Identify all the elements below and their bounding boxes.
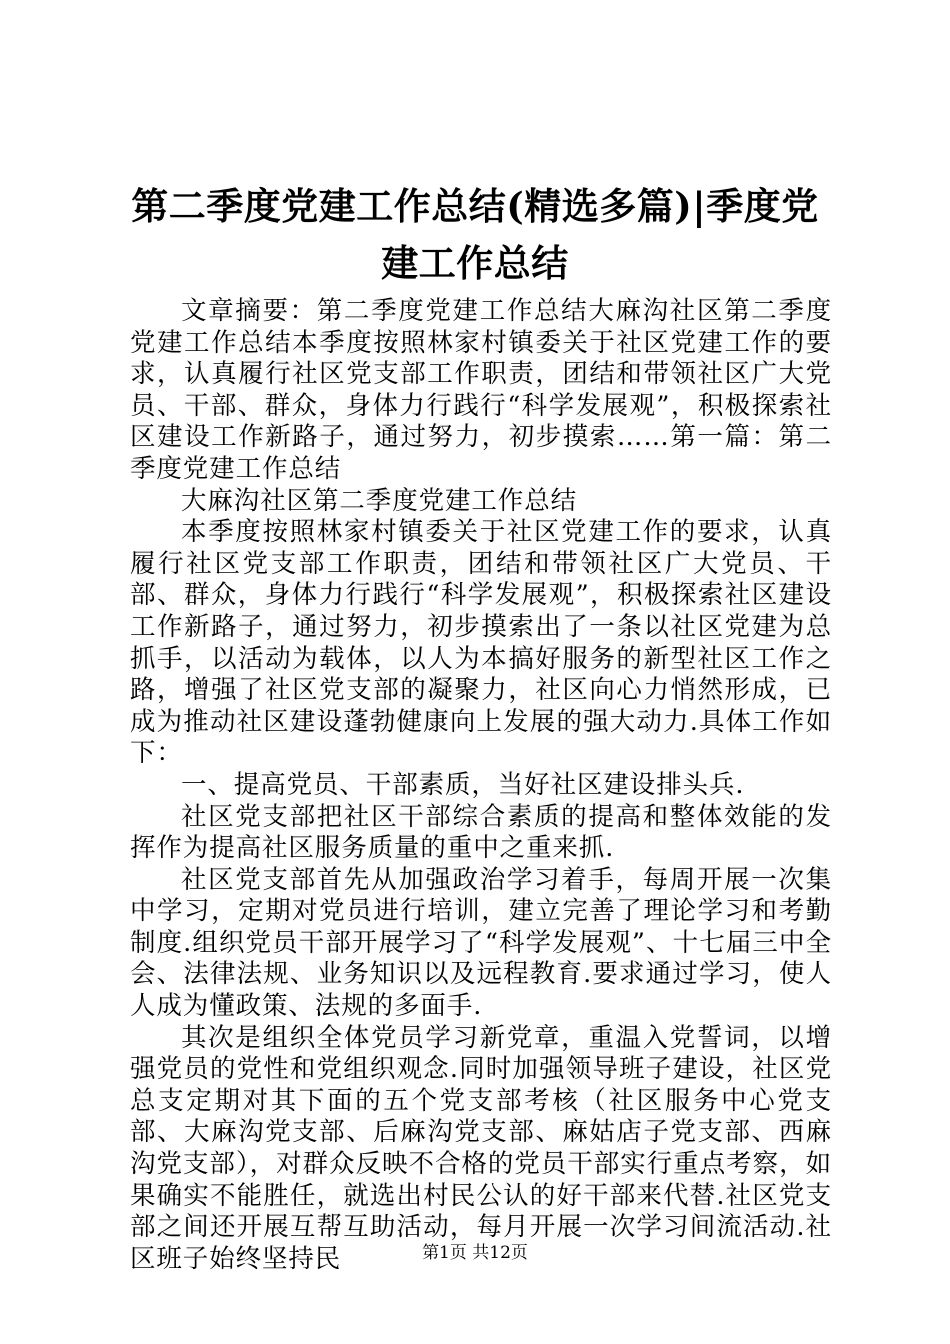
list-heading: 一、提高党员、干部素质，当好社区建设排头兵. (181, 769, 745, 800)
body-paragraph: 其次是组织全体党员学习新党章，重温入党誓词，以增强党员的党性和党组织观念.同时加强领导班子建设，社区党总支定期对其下面的五个党支部考核（社区服务中心党支部、大麻沟党支部、后麻沟党支部、麻姑店子党支部、西麻沟党支部），对群众反映不合格的党员干部实行重点考察，如果确实不能胜任，就选出村民公认的好干部来代替.社区党支部之间还开展互帮互助活动，每月开展一次学习间流活动.社区班子始终坚持民 (130, 1022, 832, 1274)
page-number-footer: 第1页 共12页 (422, 1243, 528, 1263)
section-heading: 大麻沟社区第二季度党建工作总结 (181, 485, 578, 516)
body-paragraph: 社区党支部把社区干部综合素质的提高和整体效能的发挥作为提高社区服务质量的重中之重来抓. (130, 801, 832, 864)
body-paragraph: 本季度按照林家村镇委关于社区党建工作的要求，认真履行社区党支部工作职责，团结和带领社区广大党员、干部、群众，身体力行践行“科学发展观”，积极探索社区建设工作新路子，通过努力，初步摸索出了一条以社区党建为总抓手，以活动为载体，以人为本搞好服务的新型社区工作之路，增强了社区党支部的凝聚力，社区向心力悄然形成，已成为推动社区建设蓬勃健康向上发展的强大动力.具体工作如下： (130, 517, 832, 769)
document-title: 第二季度党建工作总结(精选多篇)|季度党建工作总结 (131, 184, 819, 285)
body-paragraph: 社区党支部首先从加强政治学习着手，每周开展一次集中学习，定期对党员进行培训，建立完善了理论学习和考勤制度.组织党员干部开展学习了“科学发展观”、十七届三中全会、法律法规、业务知识以及远程教育.要求通过学习，使人人成为懂政策、法规的多面手. (130, 864, 832, 1022)
document-body (130, 296, 832, 1275)
abstract-paragraph: 文章摘要：第二季度党建工作总结大麻沟社区第二季度党建工作总结本季度按照林家村镇委关于社区党建工作的要求，认真履行社区党支部工作职责，团结和带领社区广大党员、干部、群众，身体力行践行“科学发展观”，积极探索社区建设工作新路子，通过努力，初步摸索……第一篇：第二季度党建工作总结 (130, 296, 832, 484)
